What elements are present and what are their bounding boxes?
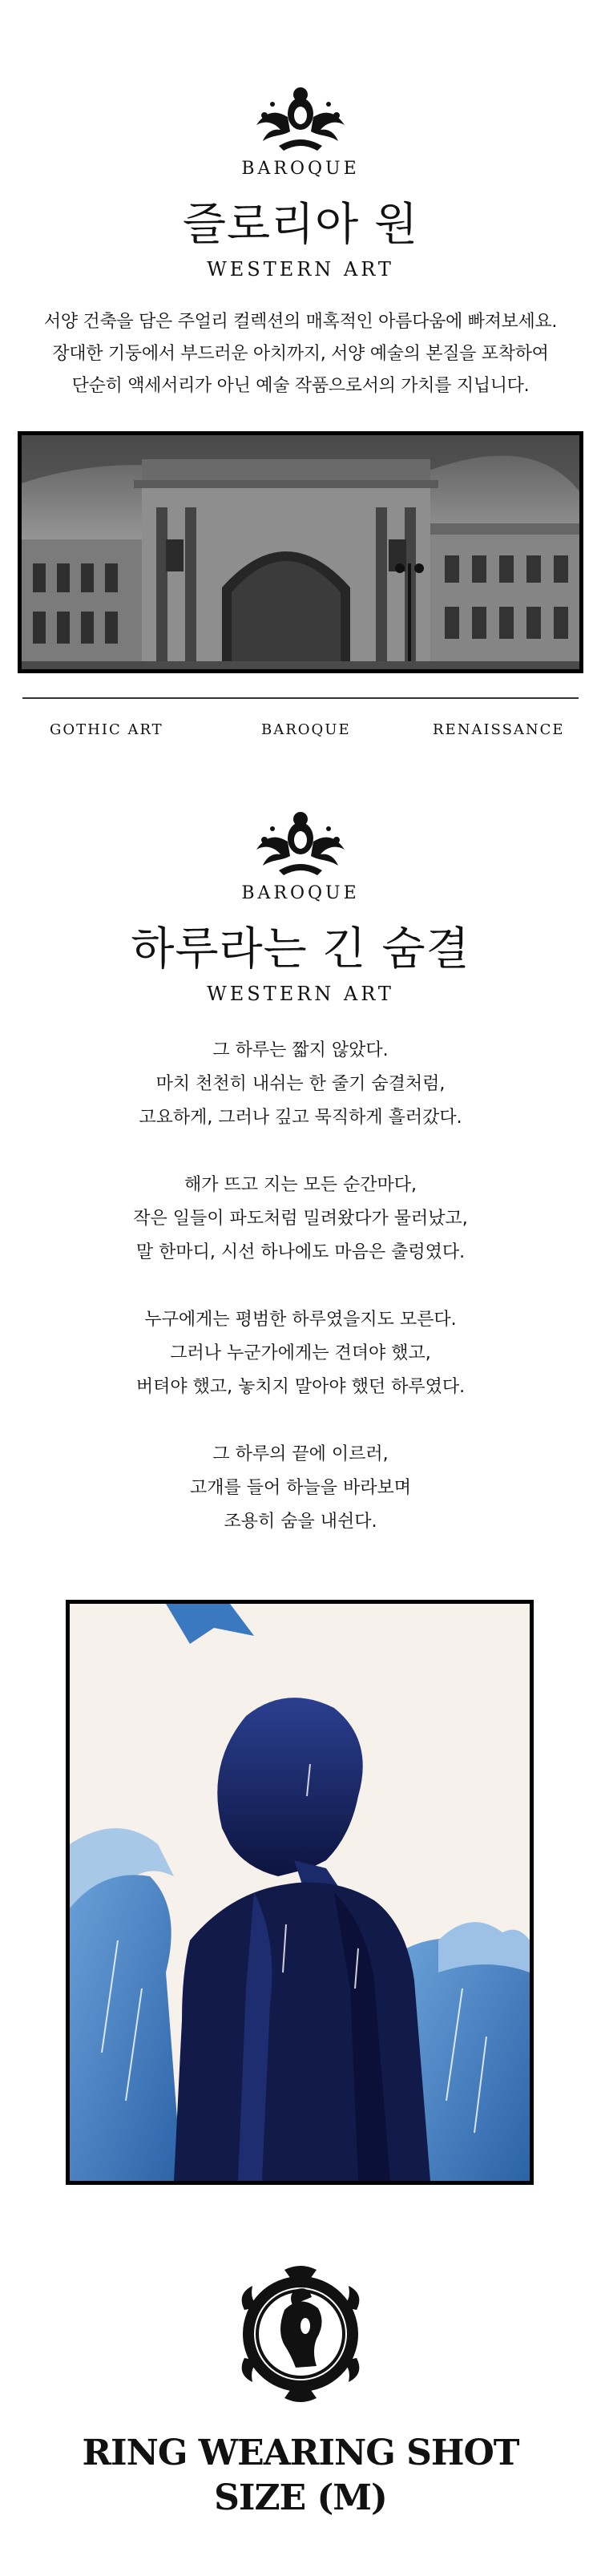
poem-line: 누구에게는 평범한 하루였을지도 모른다.: [144, 1310, 457, 1330]
poem-line: 그 하루의 끝에 이르러,: [212, 1444, 389, 1464]
nav-link-gothic-art[interactable]: GOTHIC ART: [50, 721, 163, 738]
baroque-crest-icon: [240, 83, 361, 155]
product-heading: RING WEARING SHOT: [82, 2433, 519, 2473]
poem-line: 조용히 숨을 내쉰다.: [224, 1512, 377, 1532]
poem-line: 고요하게, 그러나 깊고 묵직하게 흘러갔다.: [139, 1108, 462, 1128]
page-title: 즐로리아 원: [182, 199, 419, 251]
man-illustration: [66, 1600, 534, 2185]
size-label: SIZE (M): [214, 2477, 387, 2518]
description-line: 서양 건축을 담은 주얼리 컬렉션의 매혹적인 아름다움에 빠져보세요.: [43, 312, 558, 332]
poem-line: 마치 천천히 내쉬는 한 줄기 숨결처럼,: [155, 1074, 446, 1094]
section-subtitle: WESTERN ART: [207, 983, 394, 1005]
section-title: 하루라는 긴 숨결: [131, 923, 470, 975]
poem-line: 그러나 누군가에게는 견뎌야 했고,: [170, 1343, 431, 1363]
nav-link-renaissance[interactable]: RENAISSANCE: [433, 721, 565, 738]
medallion-icon: [228, 2262, 373, 2406]
poem: [0, 1034, 601, 1539]
description-line: 장대한 기둥에서 부드러운 아치까지, 서양 예술의 본질을 포착하여: [52, 344, 549, 364]
poem-line: 해가 뜨고 지는 모든 순간마다,: [184, 1175, 417, 1195]
poem-line: 그 하루는 짧지 않았다.: [212, 1040, 389, 1060]
poem-line: 말 한마디, 시선 하나에도 마음은 출렁였다.: [135, 1242, 466, 1262]
poem-line: 버텨야 했고, 놓치지 말아야 했던 하루였다.: [135, 1377, 466, 1397]
architecture-photo: [18, 431, 583, 673]
poem-line: 작은 일들이 파도처럼 밀려왔다가 물러났고,: [133, 1209, 468, 1229]
description-line: 단순히 액세서리가 아닌 예술 작품으로서의 가치를 지닙니다.: [71, 376, 530, 396]
nav-link-baroque[interactable]: BAROQUE: [261, 721, 351, 738]
poem-line: 고개를 들어 하늘을 바라보며: [189, 1478, 411, 1498]
section-divider: [22, 697, 579, 699]
section-eyebrow: BAROQUE: [241, 883, 360, 903]
baroque-crest-icon: [240, 808, 361, 880]
section-eyebrow: BAROQUE: [241, 159, 360, 179]
collection-description: [0, 306, 601, 402]
section-subtitle: WESTERN ART: [207, 258, 394, 281]
